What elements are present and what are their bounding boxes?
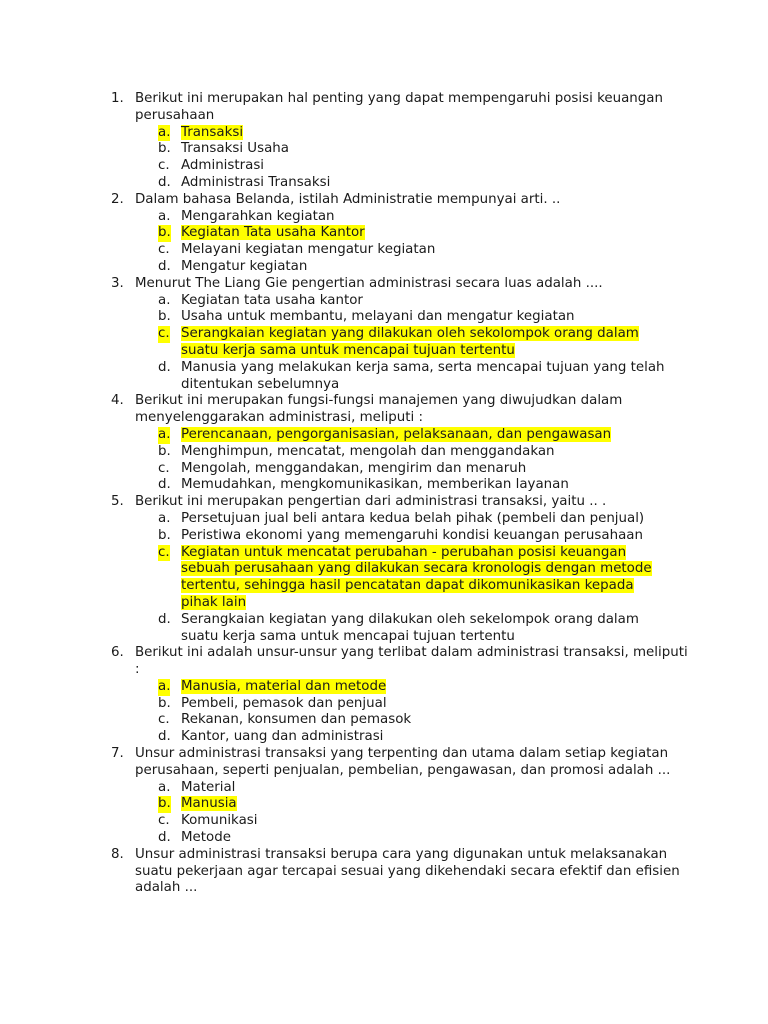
question-1 xyxy=(0,91,690,125)
answer-option-d xyxy=(0,830,671,847)
option-text: Administrasi xyxy=(181,158,265,174)
option-letter: c. xyxy=(158,326,170,342)
option-letter: b. xyxy=(158,695,171,711)
answer-option-c-highlighted xyxy=(0,545,671,612)
answer-option-b-highlighted xyxy=(0,225,671,242)
option-letter: b. xyxy=(158,527,171,543)
question-number: 3. xyxy=(111,275,124,291)
question-text: Dalam bahasa Belanda, istilah Administratie mempunyai arti. .. xyxy=(135,191,561,207)
answer-option-d xyxy=(0,360,671,394)
option-text: Komunikasi xyxy=(181,813,258,829)
question-text: Berikut ini merupakan fungsi-fungsi manajemen yang diwujudkan dalam menyelenggarakan administrasi, meliputi : xyxy=(135,393,623,426)
option-letter: b. xyxy=(158,141,171,157)
option-text: Manusia, material dan metode xyxy=(181,678,387,694)
option-text: Mengolah, menggandakan, mengirim dan menaruh xyxy=(181,460,527,476)
option-text: Serangkaian kegiatan yang dilakukan oleh sekelompok orang dalam suatu kerja sama untuk mencapai tujuan tertentu xyxy=(181,611,639,644)
option-letter: b. xyxy=(158,443,171,459)
option-letter: c. xyxy=(158,813,170,829)
option-letter: a. xyxy=(158,426,171,442)
question-text: Unsur administrasi transaksi yang terpenting dan utama dalam setiap kegiatan perusahaan, seperti penjualan, pembelian, pengawasan, dan promosi adalah ... xyxy=(135,746,671,778)
option-text: Mengatur kegiatan xyxy=(181,258,308,274)
option-text: Persetujuan jual beli antara kedua belah pihak (pembeli dan penjual) xyxy=(181,510,645,526)
option-letter: c. xyxy=(158,460,170,476)
answer-option-c xyxy=(0,158,671,175)
option-letter: a. xyxy=(158,779,171,795)
option-letter: d. xyxy=(158,359,171,375)
option-text: Pembeli, pemasok dan penjual xyxy=(181,695,387,711)
option-text: Menghimpun, mencatat, mengolah dan menggandakan xyxy=(181,443,555,459)
option-text: Kegiatan untuk mencatat perubahan - perubahan posisi keuangan sebuah perusahaan yang dilakukan secara kronologis dengan metode tertentu, sehingga hasil pencatatan dapat dikomunikasikan kepada pihak lain xyxy=(181,544,652,610)
question-text: Berikut ini adalah unsur-unsur yang terlibat dalam administrasi transaksi, meliputi : xyxy=(135,645,688,678)
option-letter: c. xyxy=(158,242,170,258)
option-text: Peristiwa ekonomi yang memengaruhi kondisi keuangan perusahaan xyxy=(181,527,643,543)
option-letter: a. xyxy=(158,292,171,308)
answer-option-b xyxy=(0,528,671,545)
option-letter: c. xyxy=(158,158,170,174)
option-text: Kegiatan Tata usaha Kantor xyxy=(181,225,365,241)
option-text: Metode xyxy=(181,830,231,846)
option-text: Rekanan, konsumen dan pemasok xyxy=(181,712,412,728)
question-text: Berikut ini merupakan pengertian dari administrasi transaksi, yaitu .. . xyxy=(135,494,607,510)
question-number: 7. xyxy=(111,746,124,762)
option-letter: b. xyxy=(158,225,171,241)
answer-option-c-highlighted xyxy=(0,326,671,360)
option-text: Material xyxy=(181,779,236,795)
question-2 xyxy=(0,192,690,209)
question-7 xyxy=(0,746,690,780)
answer-option-d xyxy=(0,612,671,646)
question-list xyxy=(0,91,768,897)
option-letter: a. xyxy=(158,510,171,526)
question-text: Unsur administrasi transaksi berupa cara yang digunakan untuk melaksanakan suatu pekerjaan agar tercapai sesuai yang dikehendaki secara efektif dan efisien adalah ... xyxy=(135,846,680,896)
answer-option-d xyxy=(0,477,671,494)
answer-option-a xyxy=(0,780,671,797)
option-text: Manusia xyxy=(181,796,237,812)
option-letter: d. xyxy=(158,477,171,493)
option-letter: d. xyxy=(158,611,171,627)
answer-option-a-highlighted xyxy=(0,679,671,696)
answer-option-c xyxy=(0,712,671,729)
question-8 xyxy=(0,847,690,897)
option-letter: c. xyxy=(158,712,170,728)
answer-option-d xyxy=(0,259,671,276)
question-text: Berikut ini merupakan hal penting yang dapat mempengaruhi posisi keuangan perusahaan xyxy=(135,91,663,123)
option-letter: d. xyxy=(158,729,171,745)
answer-option-b xyxy=(0,141,671,158)
answer-option-d xyxy=(0,175,671,192)
question-3 xyxy=(0,276,690,293)
option-text: Memudahkan, mengkomunikasikan, memberikan layanan xyxy=(181,477,569,493)
option-letter: a. xyxy=(158,208,171,224)
option-text: Melayani kegiatan mengatur kegiatan xyxy=(181,242,436,258)
question-number: 6. xyxy=(111,645,124,661)
option-letter: d. xyxy=(158,830,171,846)
option-letter: d. xyxy=(158,174,171,190)
option-letter: d. xyxy=(158,258,171,274)
option-text: Mengarahkan kegiatan xyxy=(181,208,335,224)
question-4 xyxy=(0,393,690,427)
question-5 xyxy=(0,494,690,511)
answer-option-b-highlighted xyxy=(0,796,671,813)
question-number: 5. xyxy=(111,494,124,510)
answer-option-b xyxy=(0,444,671,461)
option-letter: a. xyxy=(158,678,171,694)
question-6 xyxy=(0,645,690,679)
option-text: Transaksi Usaha xyxy=(181,141,289,157)
option-text: Administrasi Transaksi xyxy=(181,174,331,190)
answer-option-a xyxy=(0,293,671,310)
option-text: Manusia yang melakukan kerja sama, serta mencapai tujuan yang telah ditentukan sebelumnya xyxy=(181,359,665,392)
answer-option-c xyxy=(0,242,671,259)
answer-option-c xyxy=(0,461,671,478)
option-text: Kegiatan tata usaha kantor xyxy=(181,292,363,308)
question-number: 2. xyxy=(111,191,124,207)
answer-option-a xyxy=(0,511,671,528)
answer-option-a-highlighted xyxy=(0,125,671,142)
option-text: Kantor, uang dan administrasi xyxy=(181,729,384,745)
question-number: 4. xyxy=(111,393,124,409)
option-letter: b. xyxy=(158,309,171,325)
answer-option-a-highlighted xyxy=(0,427,671,444)
question-number: 8. xyxy=(111,846,124,862)
option-text: Perencanaan, pengorganisasian, pelaksanaan, dan pengawasan xyxy=(181,426,612,442)
answer-option-d xyxy=(0,729,671,746)
question-text: Menurut The Liang Gie pengertian administrasi secara luas adalah .... xyxy=(135,275,603,291)
option-text: Transaksi xyxy=(181,124,244,140)
answer-option-c xyxy=(0,813,671,830)
answer-option-a xyxy=(0,209,671,226)
option-text: Usaha untuk membantu, melayani dan mengatur kegiatan xyxy=(181,309,575,325)
option-text: Serangkaian kegiatan yang dilakukan oleh sekolompok orang dalam suatu kerja sama untuk mencapai tujuan tertentu xyxy=(181,326,639,358)
option-letter: b. xyxy=(158,796,171,812)
answer-option-b xyxy=(0,309,671,326)
option-letter: a. xyxy=(158,124,171,140)
answer-option-b xyxy=(0,696,671,713)
option-letter: c. xyxy=(158,544,170,560)
question-number: 1. xyxy=(111,91,124,106)
